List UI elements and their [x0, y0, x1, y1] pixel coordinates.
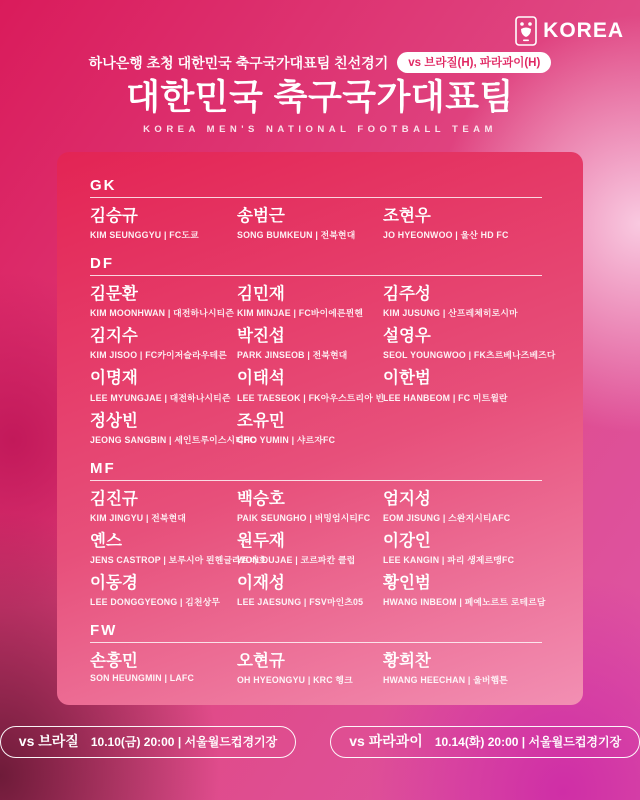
section-divider — [90, 275, 542, 276]
player-name: 엄지성 — [383, 489, 431, 508]
page-title: 대한민국 축구국가대표팀 — [126, 78, 514, 117]
player-name: 원두재 — [237, 531, 285, 550]
player-name: 설영우 — [383, 327, 431, 346]
section-gk — [90, 177, 550, 241]
section-label: DF — [90, 255, 114, 273]
player-entry — [90, 652, 237, 686]
opponents-badge: vs 브라질(H), 파라과이(H) — [397, 52, 551, 73]
player-name: 백승호 — [237, 489, 285, 508]
player-info: CHO YUMIN | 샤르자FC — [237, 434, 336, 445]
player-entry — [383, 285, 556, 319]
section-label: MF — [90, 459, 116, 477]
player-entry — [90, 327, 237, 361]
player-info: LEE DONGGYEONG | 김천상무 — [90, 597, 221, 608]
player-info: HWANG INBEOM | 페예노르트 로테르담 — [383, 597, 546, 608]
player-name: 이재성 — [237, 573, 285, 592]
tagline-row — [0, 52, 640, 73]
player-entry — [90, 411, 257, 446]
match-pill-paraguay — [330, 726, 640, 758]
player-entry — [90, 369, 237, 403]
player-info: OH HYEONGYU | KRC 헹크 — [237, 675, 353, 686]
player-info: LEE KANGIN | 파리 생제르맹FC — [383, 554, 515, 565]
roster-card — [57, 152, 583, 705]
player-entry — [383, 327, 556, 361]
player-info: HWANG HEECHAN | 울버햄튼 — [383, 675, 509, 686]
match-pill-brazil — [0, 726, 296, 758]
player-name: 이명재 — [90, 369, 138, 388]
match-opponent: vs 파라과이 — [349, 733, 423, 749]
player-info: KIM JUSUNG | 산프레체히로시마 — [383, 308, 518, 319]
player-entry — [90, 207, 237, 241]
page-subtitle: KOREA MEN'S NATIONAL FOOTBALL TEAM — [143, 123, 497, 135]
player-info: KIM MOONHWAN | 대전하나시티즌 — [90, 308, 235, 319]
player-name: 황인범 — [383, 573, 431, 592]
player-name: 김지수 — [90, 327, 138, 346]
player-info: SEOL YOUNGWOO | FK츠르베나즈베즈다 — [383, 350, 556, 361]
player-entry — [237, 490, 383, 524]
player-name: 이동경 — [90, 573, 138, 592]
player-name: 조현우 — [383, 207, 431, 225]
section-fw — [90, 622, 550, 686]
player-entry — [90, 574, 237, 608]
player-info: JEONG SANGBIN | 세인트루이스시티FC — [90, 434, 257, 445]
player-grid — [90, 285, 556, 446]
section-df — [90, 255, 556, 446]
player-name: 박진섭 — [237, 327, 285, 346]
section-label: FW — [90, 622, 118, 640]
section-divider — [90, 642, 542, 643]
player-entry — [237, 327, 383, 361]
player-name: 김진규 — [90, 489, 138, 508]
player-entry — [383, 369, 556, 403]
section-mf — [90, 460, 550, 608]
player-name: 김주성 — [383, 285, 431, 304]
player-name: 김승규 — [90, 207, 138, 225]
player-info: EOM JISUNG | 스완지시티AFC — [383, 512, 511, 523]
player-name: 손흥민 — [90, 652, 138, 671]
player-name: 이태석 — [237, 369, 285, 388]
player-entry — [383, 490, 550, 524]
player-name: 이강인 — [383, 531, 431, 550]
player-entry — [237, 574, 383, 608]
player-info: LEE MYUNGJAE | 대전하나시티즌 — [90, 392, 231, 403]
player-entry — [237, 285, 383, 319]
player-name: 조유민 — [237, 411, 285, 430]
section-divider — [90, 197, 542, 198]
player-name: 오현규 — [237, 652, 285, 671]
player-entry — [383, 574, 550, 608]
player-info: LEE JAESUNG | FSV마인츠05 — [237, 597, 364, 608]
player-name: 김민재 — [237, 285, 285, 304]
player-info: KIM SEUNGGYU | FC도쿄 — [90, 230, 199, 241]
player-info: KIM JISOO | FC카이저슬라우테른 — [90, 350, 227, 361]
player-entry — [383, 532, 550, 566]
match-detail: 10.10(금) 20:00 | 서울월드컵경기장 — [90, 735, 278, 749]
player-name: 옌스 — [90, 531, 122, 550]
player-entry — [237, 652, 383, 686]
player-info: KIM MINJAE | FC바이에른뮌헨 — [237, 308, 364, 319]
player-info: LEE HANBEOM | FC 미트윌란 — [383, 392, 508, 403]
player-entry — [237, 412, 383, 446]
player-entry — [90, 285, 237, 319]
tagline-text: 하나은행 초청 대한민국 축구국가대표팀 친선경기 — [88, 54, 389, 71]
player-info: WON DUJAE | 코르파칸 클럽 — [237, 554, 356, 565]
player-info: SONG BUMKEUN | 전북현대 — [237, 230, 356, 241]
player-name: 김문환 — [90, 285, 138, 304]
player-info: LEE TAESEOK | FK아우스트리아 빈 — [237, 392, 385, 403]
poster-header — [0, 52, 640, 135]
match-opponent: vs 브라질 — [18, 733, 79, 749]
tiger-emblem-icon — [515, 16, 537, 46]
player-info: JO HYEONWOO | 울산 HD FC — [383, 230, 509, 241]
match-schedule — [0, 726, 640, 758]
player-info: PAIK SEUNGHO | 버밍엄시티FC — [237, 512, 371, 523]
player-name: 황희찬 — [383, 652, 431, 671]
player-entry — [237, 532, 383, 566]
player-entry — [383, 652, 550, 686]
player-info: JENS CASTROP | 보루시아 묀헨글라트바흐 — [90, 554, 267, 565]
player-info: PARK JINSEOB | 전북현대 — [237, 350, 348, 361]
player-entry — [237, 369, 383, 403]
player-entry — [237, 207, 383, 241]
section-label: GK — [90, 177, 117, 194]
kfa-logo — [515, 16, 624, 46]
logo-wordmark: KOREA — [543, 19, 624, 42]
player-name: 정상빈 — [90, 411, 138, 430]
player-info: KIM JINGYU | 전북현대 — [90, 512, 187, 523]
player-grid — [90, 207, 550, 241]
player-entry — [383, 207, 550, 241]
player-name: 이한범 — [383, 369, 431, 388]
section-divider — [90, 480, 542, 481]
player-grid — [90, 652, 550, 686]
player-info: SON HEUNGMIN | LAFC — [90, 673, 195, 684]
player-name: 송범근 — [237, 207, 285, 225]
player-entry — [90, 490, 237, 524]
match-detail: 10.14(화) 20:00 | 서울월드컵경기장 — [434, 735, 622, 749]
player-grid — [90, 490, 550, 608]
